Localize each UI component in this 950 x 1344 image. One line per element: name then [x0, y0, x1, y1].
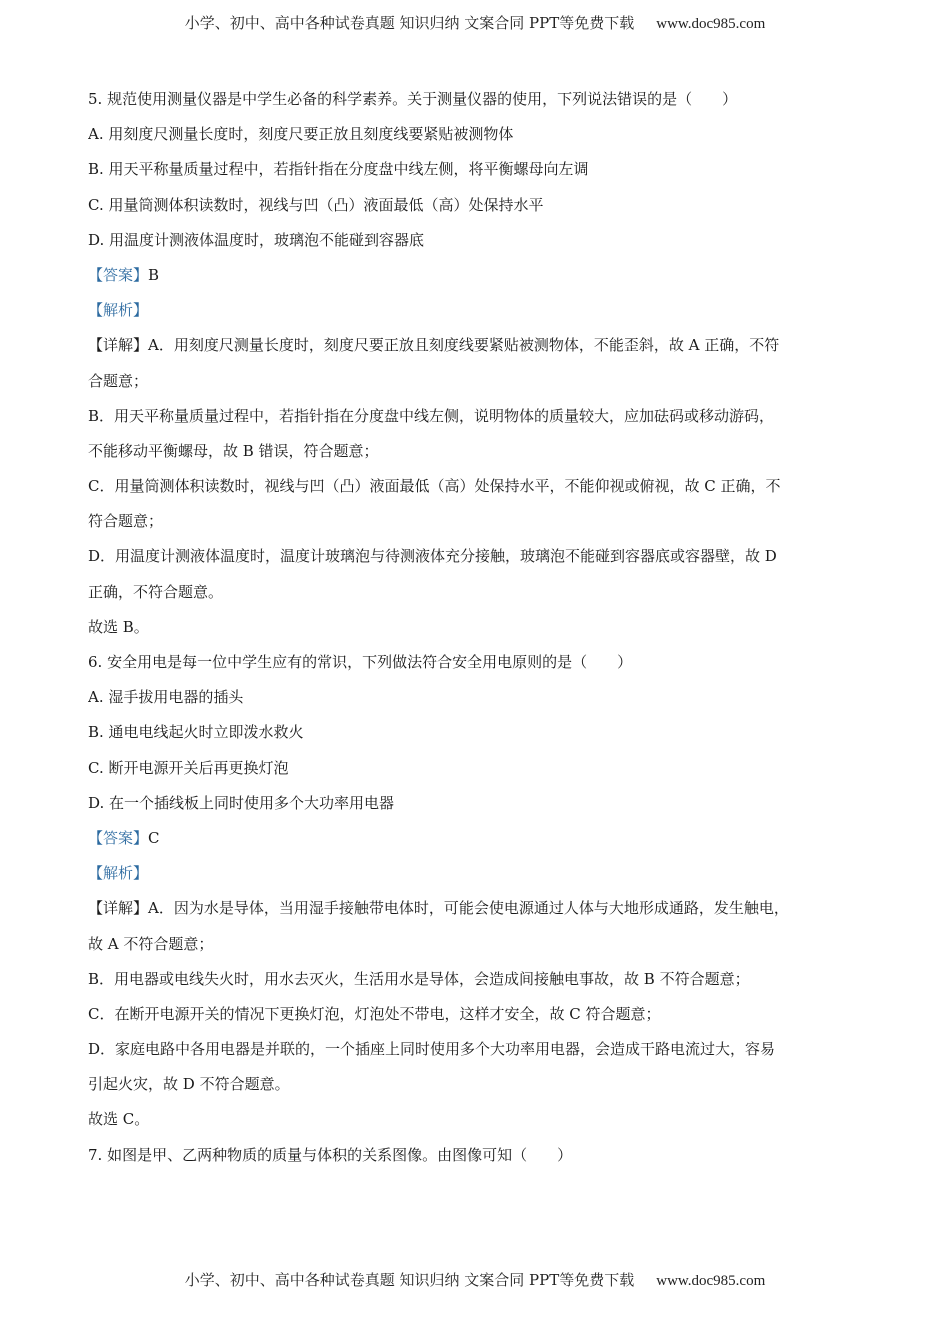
q5-option-c: C. 用量筒测体积读数时，视线与凹（凸）液面最低（高）处保持水平 [88, 195, 544, 214]
q6-answer [88, 821, 868, 856]
header-text: 小学、初中、高中各种试卷真题 知识归纳 文案合同 PPT等免费下载 [184, 14, 635, 32]
q5-detail-line: 正确，不符合题意。 [88, 582, 224, 601]
q5-analysis-tag: 【解析】 [88, 301, 149, 320]
q5-stem: 5. 规范使用测量仪器是中学生必备的科学素养。关于测量仪器的使用，下列说法错误的是（ ） [88, 90, 738, 108]
q6-detail-line: 故 A 不符合题意； [88, 934, 214, 953]
q6-detail-text: A．因为水是导体，当用湿手接触带电体时，可能会使电源通过人体与大地形成通路，发生触电， [148, 899, 789, 918]
q5-conclusion: 故选 B。 [88, 617, 149, 636]
q5-detail-line: 不能移动平衡螺母，故 B 错误，符合题意； [88, 441, 379, 460]
q6-detail-line: B．用电器或电线失火时，用水去灭火，生活用水是导体，会造成间接触电事故，故 B 不符合题意； [88, 969, 750, 988]
q6-answer-value: C [148, 828, 160, 847]
q6-analysis [88, 856, 868, 891]
q5-answer-value: B [148, 265, 160, 284]
document-body [88, 82, 868, 1173]
q7-stem: 7. 如图是甲、乙两种物质的质量与体积的关系图像。由图像可知（ ） [88, 1145, 573, 1164]
q6-option-a: A. 湿手拔用电器的插头 [88, 688, 244, 707]
q6-option-b: B. 通电电线起火时立即泼水救火 [88, 723, 304, 742]
q5-analysis [88, 293, 868, 328]
q5-detail-line: D．用温度计测液体温度时，温度计玻璃泡与待测液体充分接触，玻璃泡不能碰到容器底或容器壁，故 D [88, 547, 777, 566]
q5-detail-line [88, 328, 868, 363]
q6-analysis-tag: 【解析】 [88, 864, 149, 883]
q5-option-a: A. 用刻度尺测量长度时，刻度尺要正放且刻度线要紧贴被测物体 [88, 125, 514, 144]
q5-option-d: D. 用温度计测液体温度时，玻璃泡不能碰到容器底 [88, 230, 425, 249]
footer-url[interactable]: www.doc985.com [656, 1273, 766, 1289]
page-footer [0, 1269, 950, 1290]
q6-option-c: C. 断开电源开关后再更换灯泡 [88, 758, 289, 777]
q5-detail-line: C．用量筒测体积读数时，视线与凹（凸）液面最低（高）处保持水平，不能仰视或俯视，故 C 正确，不 [88, 477, 781, 496]
header-url[interactable]: www.doc985.com [656, 16, 766, 32]
q6-answer-tag: 【答案】 [88, 828, 149, 847]
q6-detail-line: D．家庭电路中各用电器是并联的，一个插座上同时使用多个大功率用电器，会造成干路电流过大，容易 [88, 1040, 776, 1059]
q5-detail-line: 符合题意； [88, 512, 164, 531]
q6-detail-tag: 【详解】 [88, 899, 149, 918]
q5-detail-text: A．用刻度尺测量长度时，刻度尺要正放且刻度线要紧贴被测物体，不能歪斜，故 A 正确，不符 [148, 336, 780, 355]
q5-answer [88, 258, 868, 293]
q5-option-b: B. 用天平称量质量过程中，若指针指在分度盘中线左侧，将平衡螺母向左调 [88, 160, 589, 179]
q6-conclusion: 故选 C。 [88, 1110, 150, 1129]
q6-detail-line [88, 891, 868, 926]
q6-detail-line: C．在断开电源开关的情况下更换灯泡，灯泡处不带电，这样才安全，故 C 符合题意； [88, 1004, 661, 1023]
q5-answer-tag: 【答案】 [88, 265, 149, 284]
q6-option-d: D. 在一个插线板上同时使用多个大功率用电器 [88, 793, 395, 812]
page-header [0, 12, 950, 33]
q6-stem: 6. 安全用电是每一位中学生应有的常识，下列做法符合安全用电原则的是（ ） [88, 653, 633, 671]
q5-detail-line: 合题意； [88, 371, 149, 390]
q5-detail-tag: 【详解】 [88, 336, 149, 355]
footer-text: 小学、初中、高中各种试卷真题 知识归纳 文案合同 PPT等免费下载 [184, 1271, 635, 1289]
q5-detail-line: B．用天平称量质量过程中，若指针指在分度盘中线左侧，说明物体的质量较大，应加砝码或移动游码， [88, 406, 775, 425]
q6-detail-line: 引起火灾，故 D 不符合题意。 [88, 1075, 290, 1094]
